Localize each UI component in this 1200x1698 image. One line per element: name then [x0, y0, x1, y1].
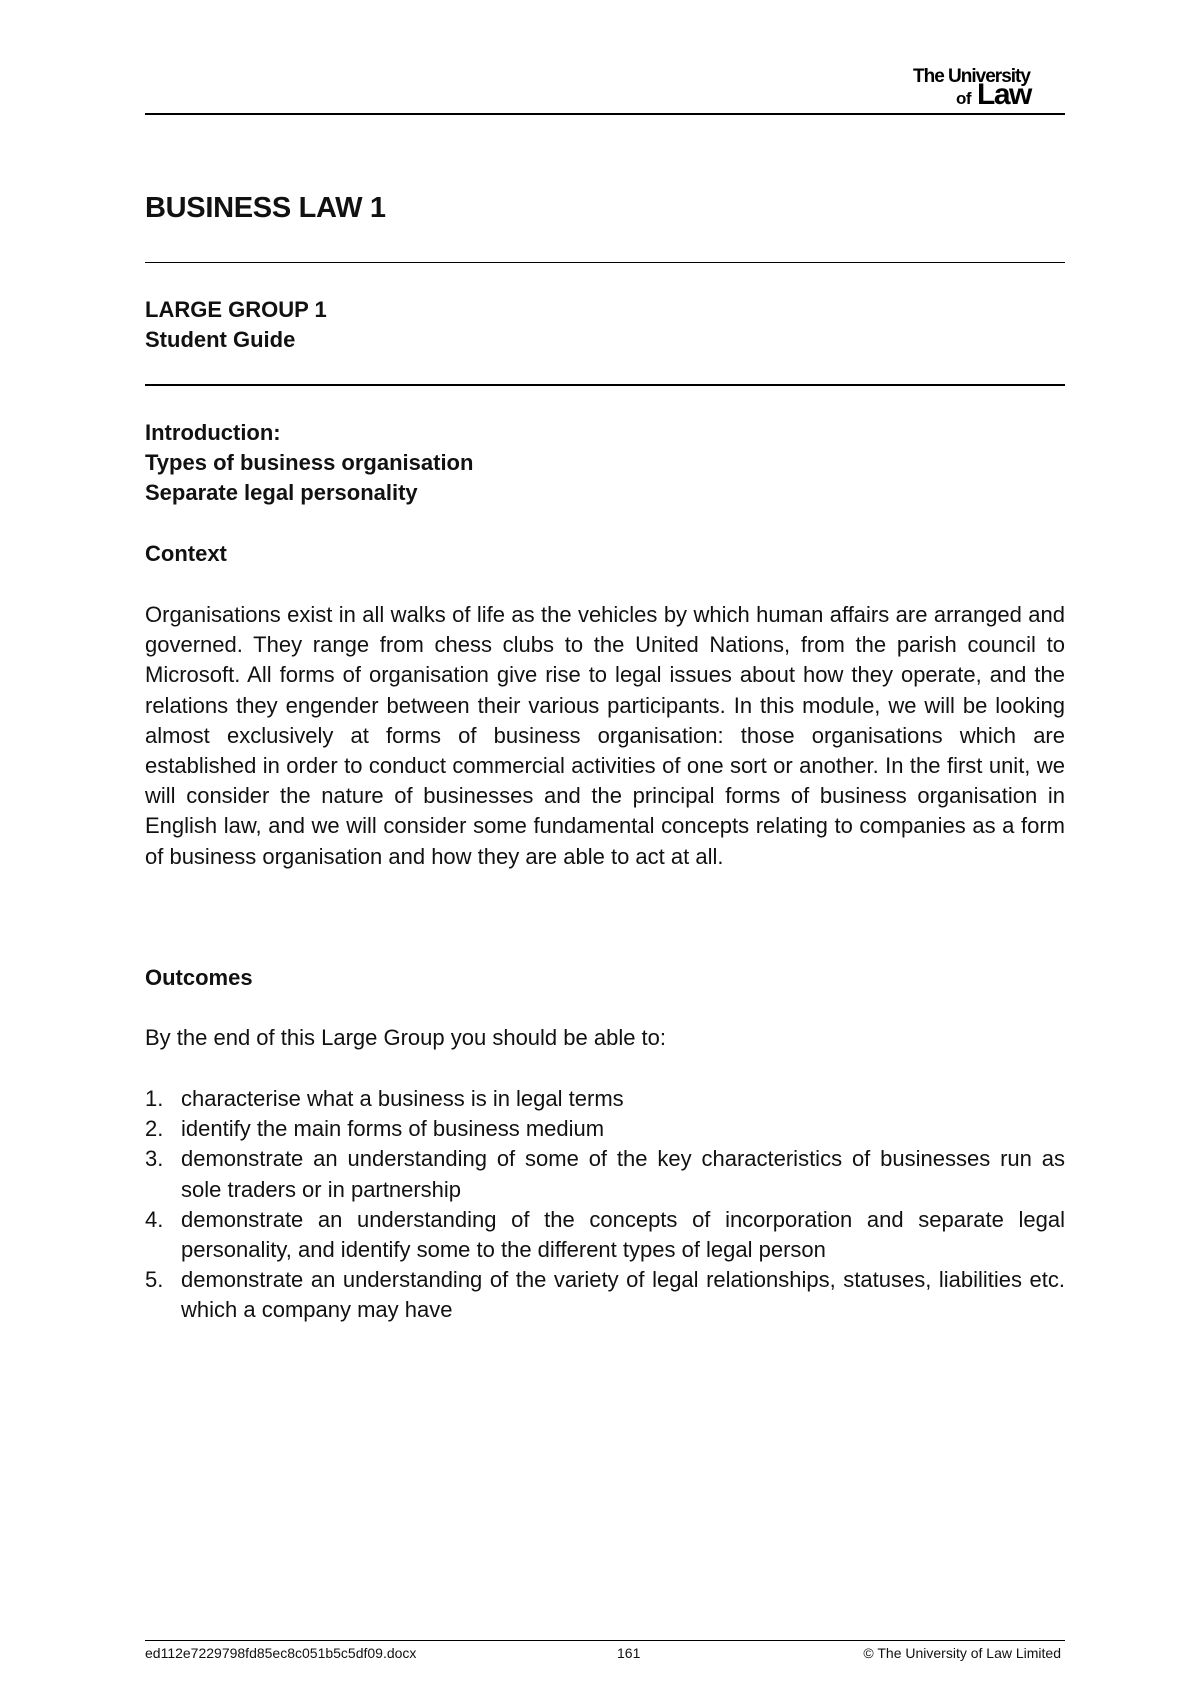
outcome-item — [145, 1114, 1065, 1144]
introduction-block — [145, 418, 1065, 508]
outcome-number: 4. — [145, 1206, 164, 1232]
outcome-number: 5. — [145, 1267, 164, 1293]
footer-copyright: © The University of Law Limited — [863, 1645, 1061, 1661]
svg-text:of: of — [956, 89, 972, 108]
footer-filename: ed112e7229798fd85ec8c051b5c5df09.docx — [145, 1645, 417, 1661]
outcome-number: 1. — [145, 1086, 164, 1111]
footer-page-number: 161 — [617, 1645, 641, 1661]
introduction-heading: Introduction: — [145, 420, 281, 445]
outcomes-heading: Outcomes — [145, 965, 253, 990]
outcome-text: identify the main forms of business medium — [181, 1116, 605, 1142]
outcome-item — [145, 1144, 1065, 1204]
outcome-item — [145, 1265, 1065, 1325]
subtitle-line-1: LARGE GROUP 1 — [145, 297, 327, 322]
introduction-topic-2: Separate legal personality — [145, 480, 418, 505]
subtitle-block — [145, 295, 1065, 355]
document-title: BUSINESS LAW 1 — [145, 192, 386, 224]
outcome-item — [145, 1205, 1065, 1265]
university-of-law-logo — [843, 62, 1063, 110]
introduction-topic-1: Types of business organisation — [145, 450, 474, 475]
outcomes-list — [145, 1084, 1065, 1326]
outcome-item — [145, 1084, 1065, 1114]
outcome-text: demonstrate an understanding of some of the key characteristics of businesses run as sole traders or in partnership — [181, 1146, 1065, 1202]
outcome-text: demonstrate an understanding of the variety of legal relationships, statuses, liabilities etc. which a company may have — [181, 1267, 1065, 1323]
subtitle-line-2: Student Guide — [145, 327, 296, 352]
footer-rule — [145, 1640, 1065, 1641]
context-paragraph: Organisations exist in all walks of life as the vehicles by which human affairs are arranged and governed. They range from chess clubs to the United Nations, from the parish council to Microsoft. All forms of organisation give rise to legal issues about how they operate, and the relations they engender between their various participants. In this module, we will be looking almost exclusively at forms of business organisation: those organisations which are established in order to conduct commercial activities of one sort or another. In the first unit, we will consider the nature of businesses and the principal forms of business organisation in English law, and we will consider some fundamental concepts relating to companies as a form of business organisation and how they are able to act at all. — [145, 602, 1065, 869]
context-heading: Context — [145, 541, 227, 566]
outcome-number: 3. — [145, 1146, 164, 1172]
svg-text:Law: Law — [977, 78, 1031, 110]
title-rule — [145, 262, 1065, 263]
outcome-text: demonstrate an understanding of the concepts of incorporation and separate legal personality, and identify some to the different types of legal person — [181, 1206, 1065, 1263]
outcome-text: characterise what a business is in legal terms — [181, 1086, 624, 1111]
page-footer — [145, 1645, 1065, 1665]
outcome-number: 2. — [145, 1116, 164, 1142]
header-rule — [145, 113, 1065, 115]
svg-text:The University: The University — [913, 66, 1030, 87]
outcomes-lead: By the end of this Large Group you should be able to: — [145, 1025, 667, 1050]
subtitle-rule — [145, 384, 1065, 386]
